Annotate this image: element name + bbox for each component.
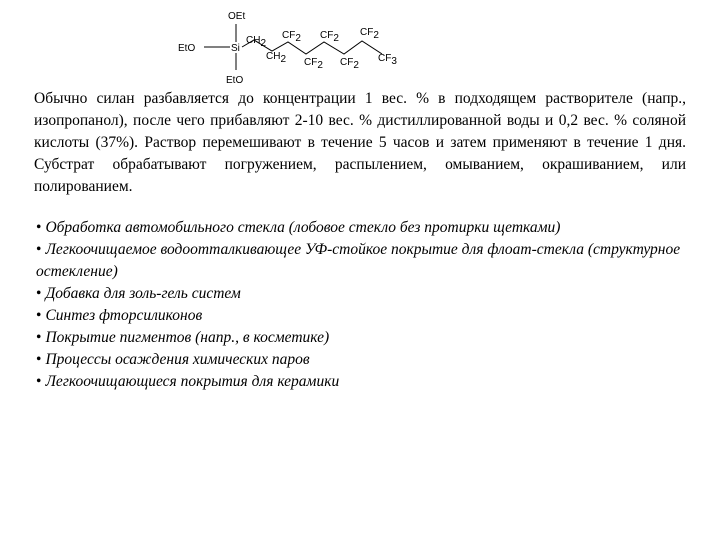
bullet-marker: •: [36, 329, 42, 346]
atom-cf2-4: CF2: [340, 57, 359, 71]
atom-cf2-3: CF2: [320, 30, 339, 44]
list-item-text: Обработка автомобильного стекла (лобовое стекло без протирки щетками): [45, 219, 561, 236]
atom-cf2-1: CF2: [282, 30, 301, 44]
list-item: [36, 217, 696, 239]
bullet-marker: •: [36, 219, 42, 236]
bullet-marker: •: [36, 307, 42, 324]
atom-ch2-1: CH2: [246, 35, 267, 49]
list-item: [36, 239, 696, 283]
atom-cf3: CF3: [378, 53, 397, 67]
atom-ch2-2: CH2: [266, 51, 287, 65]
list-item: [36, 305, 696, 327]
bullet-marker: •: [36, 351, 42, 368]
list-item: [36, 349, 696, 371]
description-paragraph: Обычно силан разбавляется до концентрации 1 вес. % в подходящем растворителе (напр., изопропанол), после чего прибавляют 2-10 вес. % дистиллированной воды и 0,2 вес. % соляной кислоты (37%). Раствор перемешивают в течение 5 часов и затем применяют в течение 1 дня. Субстрат обрабатывают погружением, распылением, омыванием, окрашиванием, или полированием.: [34, 90, 686, 195]
list-item-text: Добавка для золь-гель систем: [45, 285, 241, 302]
atom-oet-top: OEt: [228, 11, 246, 22]
chemical-structure: [170, 4, 410, 88]
atom-cf2-2: CF2: [304, 57, 323, 71]
atom-cf2-5: CF2: [360, 27, 379, 41]
list-item-text: Легкоочищающиеся покрытия для керамики: [45, 373, 340, 390]
bullet-marker: •: [36, 373, 42, 390]
atom-eto-left: EtO: [178, 43, 196, 54]
list-item: [36, 371, 696, 393]
bullet-marker: •: [36, 285, 42, 302]
applications-list: [36, 217, 696, 393]
atom-si: Si: [231, 43, 240, 54]
list-item-text: Покрытие пигментов (напр., в косметике): [45, 329, 330, 346]
list-item: [36, 283, 696, 305]
list-item: [36, 327, 696, 349]
atom-eto-bottom: EtO: [226, 75, 244, 86]
list-item-text: Легкоочищаемое водоотталкивающее УФ-стойкое покрытие для флоат-стекла (структурное остекление): [36, 241, 681, 280]
list-item-text: Синтез фторсиликонов: [45, 307, 203, 324]
bullet-marker: •: [36, 241, 42, 258]
list-item-text: Процессы осаждения химических паров: [45, 351, 310, 368]
